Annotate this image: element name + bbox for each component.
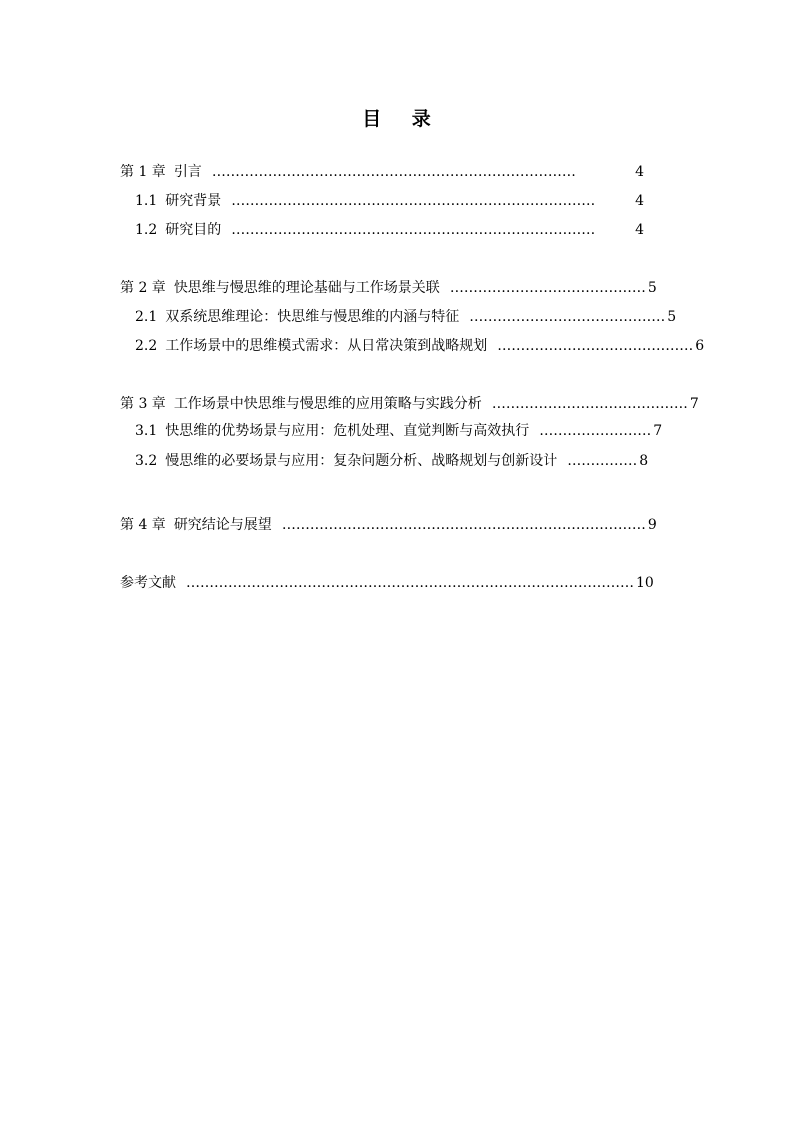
toc-entry-number: 第 3 章 — [120, 396, 166, 412]
toc-entry-text: 研究目的 — [165, 222, 222, 238]
toc-page-number: 9 — [647, 517, 657, 533]
toc-leader-dots: …………………………………………………………………… — [231, 193, 596, 209]
toc-entry-chapter-4[interactable] — [120, 515, 657, 535]
toc-leader-dots: …………………… — [539, 423, 652, 439]
toc-entry-text: 研究背景 — [165, 193, 222, 209]
toc-entry-text: 双系统思维理论：快思维与慢思维的内涵与特征 — [165, 309, 460, 325]
toc-entry-text: 工作场景中快思维与慢思维的应用策略与实践分析 — [173, 396, 482, 412]
toc-entry-references[interactable] — [120, 573, 652, 593]
toc-page-number: 4 — [635, 164, 644, 180]
toc-leader-dots: …………………………………………………………………… — [281, 517, 646, 533]
toc-entry-section-2-2[interactable] — [135, 336, 705, 356]
toc-entry-text: 慢思维的必要场景与应用：复杂问题分析、战略规划与创新设计 — [165, 453, 558, 469]
toc-entry-number: 3.1 — [135, 423, 158, 439]
toc-leader-dots: …………………………………… — [449, 280, 646, 296]
toc-leader-dots: …………………………………… — [497, 338, 694, 354]
toc-page-number: 7 — [689, 396, 699, 412]
toc-entry-text: 快思维的优势场景与应用：危机处理、直觉判断与高效执行 — [165, 423, 530, 439]
toc-entry-text: 引言 — [173, 164, 202, 180]
page-title: 目 录 — [362, 108, 443, 130]
toc-leader-dots: …………………………………………………………………… — [211, 164, 576, 180]
toc-entry-chapter-2[interactable] — [120, 278, 657, 298]
toc-page-number: 5 — [667, 309, 677, 325]
toc-page-number: 7 — [653, 423, 663, 439]
toc-entry-section-2-1[interactable] — [135, 307, 677, 327]
toc-entry-section-3-1[interactable] — [135, 421, 663, 441]
toc-entry-section-1-2[interactable] — [135, 220, 644, 240]
toc-leader-dots: …………………………………… — [469, 309, 666, 325]
toc-entry-number: 3.2 — [135, 453, 158, 469]
toc-entry-text: 工作场景中的思维模式需求：从日常决策到战略规划 — [165, 338, 488, 354]
toc-entry-number: 第 1 章 — [120, 164, 166, 180]
toc-entry-section-1-1[interactable] — [135, 191, 644, 211]
toc-page-number: 10 — [636, 575, 654, 591]
toc-leader-dots: …………………………………… — [491, 396, 688, 412]
toc-page-number: 5 — [647, 280, 657, 296]
toc-page-number: 8 — [639, 453, 649, 469]
toc-entry-number: 2.2 — [135, 338, 158, 354]
toc-page-number: 6 — [695, 338, 705, 354]
toc-entry-text: 研究结论与展望 — [173, 517, 272, 533]
toc-leader-dots: …………………………………………………………………… — [231, 222, 596, 238]
toc-entry-section-3-2[interactable] — [135, 451, 649, 471]
toc-leader-dots: …………… — [567, 453, 638, 469]
toc-entry-text: 快思维与慢思维的理论基础与工作场景关联 — [173, 280, 440, 296]
toc-page-number: 4 — [635, 193, 644, 209]
toc-entry-chapter-3[interactable] — [120, 394, 699, 414]
toc-leader-dots: …………………………………………………………………………………… — [186, 575, 634, 591]
toc-page-number: 4 — [635, 222, 644, 238]
toc-entry-text: 参考文献 — [120, 575, 176, 591]
toc-entry-number: 2.1 — [135, 309, 158, 325]
toc-entry-number: 1.2 — [135, 222, 158, 238]
toc-entry-number: 第 2 章 — [120, 280, 166, 296]
toc-entry-number: 第 4 章 — [120, 517, 166, 533]
toc-entry-number: 1.1 — [135, 193, 158, 209]
toc-entry-chapter-1[interactable] — [120, 162, 644, 182]
